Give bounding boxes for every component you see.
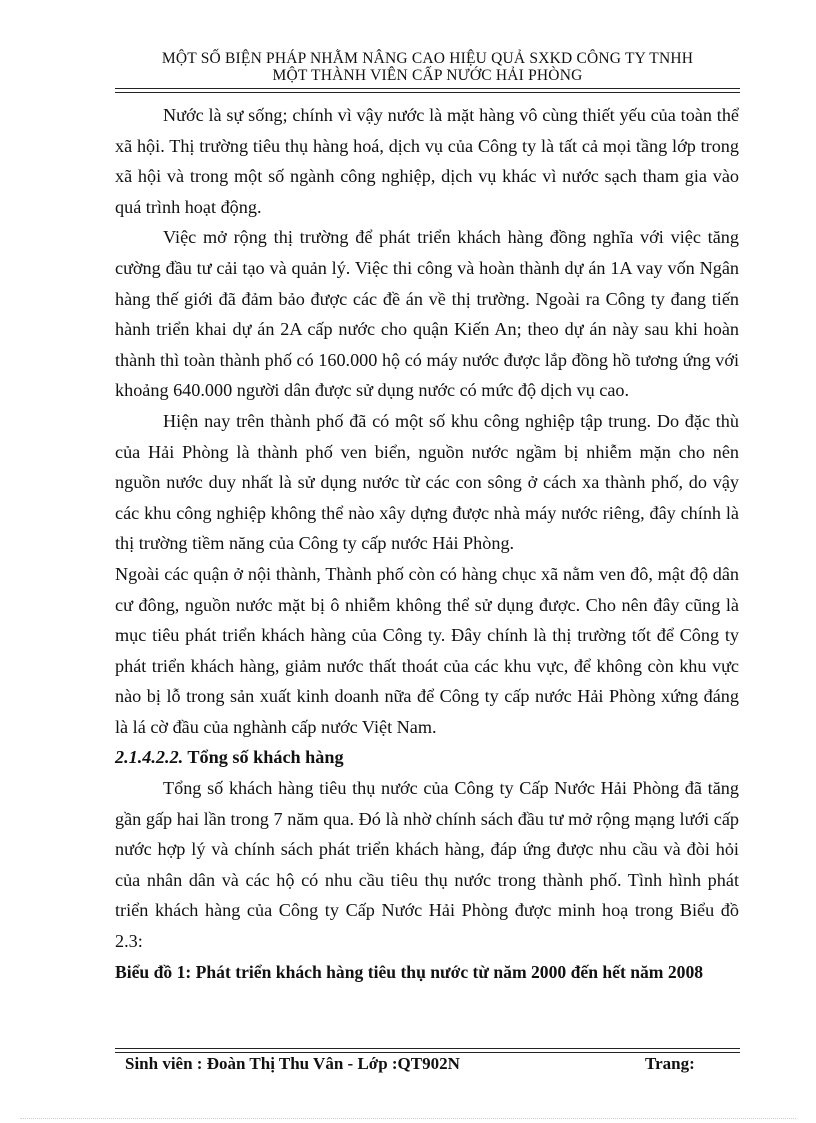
paragraph-suburban-communes: Ngoài các quận ở nội thành, Thành phố còn có hàng chục xã nằm ven đô, mật độ dân cư đông, nguồn nước mặt bị ô nhiễm không thể sử dụng được. Cho nên đây cũng là mục tiêu phát triển khách hàng của Công ty. Đây chính là thị trường tốt để Công ty phát triển khách hàng, giảm nước thất thoát của các khu vực, để không còn khu vực nào bị lỗ trong sản xuất kinh doanh nữa để Công ty cấp nước Hải Phòng xứng đáng là lá cờ đầu của nghành cấp nước Việt Nam. [115, 563, 739, 737]
section-heading [115, 742, 739, 773]
footer-student-info: Sinh viên : Đoàn Thị Thu Vân - Lớp :QT902N [125, 1054, 460, 1073]
header-title-line-2: MỘT THÀNH VIÊN CẤP NƯỚC HẢI PHÒNG [272, 67, 583, 84]
page-header [115, 50, 740, 84]
section-number: 2.1.4.2.2. [115, 747, 184, 768]
paragraph-industrial-zones: Hiện nay trên thành phố đã có một số khu công nghiệp tập trung. Do đặc thù của Hải Phòng là thành phố ven biển, nguồn nước ngầm bị nhiễm mặn cho nên nguồn nước duy nhất là sử dụng nước từ các con sông ở cách xa thành phố, do vậy các khu công nghiệp không thể nào xây dựng được nhà máy nước riêng, đây chính là thị trường tiềm năng của Công ty cấp nước Hải Phòng. [115, 410, 739, 554]
footer-page-label: Trang: [645, 1054, 695, 1073]
paragraph-market-overview: Nước là sự sống; chính vì vậy nước là mặt hàng vô cùng thiết yếu của toàn thể xã hội. Thị trường tiêu thụ hàng hoá, dịch vụ của Công ty là tất cả mọi tầng lớp trong xã hội và trong một số ngành công nghiệp, dịch vụ khác vì nước sạch tham gia vào quá trình hoạt động. [115, 105, 739, 217]
page-footer [125, 1054, 725, 1078]
page-bottom-edge [20, 1118, 796, 1119]
header-divider [115, 88, 740, 93]
chart-caption: Biểu đồ 1: Phát triển khách hàng tiêu thụ nước từ năm 2000 đến hết năm 2008 [115, 961, 704, 982]
header-title-line-1: MỘT SỐ BIỆN PHÁP NHẰM NÂNG CAO HIỆU QUẢ SXKD CÔNG TY TNHH [161, 50, 694, 67]
document-body [115, 100, 739, 987]
footer-divider [115, 1048, 740, 1053]
paragraph-market-expansion: Việc mở rộng thị trường để phát triển khách hàng đồng nghĩa với việc tăng cường đầu tư cải tạo và quản lý. Việc thi công và hoàn thành dự án 1A vay vốn Ngân hàng thế giới đã đảm bảo được các đề án về thị trường. Ngoài ra Công ty đang tiến hành triển khai dự án 2A cấp nước cho quận Kiến An; theo dự án này sau khi hoàn thành thì toàn thành phố có 160.000 hộ có máy nước được lắp đồng hồ tương ứng với khoảng 640.000 người dân được sử dụng nước có mức độ dịch vụ cao. [115, 227, 739, 401]
paragraph-total-customers: Tổng số khách hàng tiêu thụ nước của Công ty Cấp Nước Hải Phòng đã tăng gần gấp hai lần trong 7 năm qua. Đó là nhờ chính sách đầu tư mở rộng mạng lưới cấp nước hợp lý và chính sách phát triển khách hàng, đáp ứng được nhu cầu và đòi hỏi của nhân dân và các hộ có nhu cầu tiêu thụ nước trong thành phố. Tình hình phát triển khách hàng của Công ty Cấp Nước Hải Phòng được minh hoạ trong Biểu đồ 2.3: [115, 778, 739, 952]
section-title: Tổng số khách hàng [187, 747, 344, 768]
